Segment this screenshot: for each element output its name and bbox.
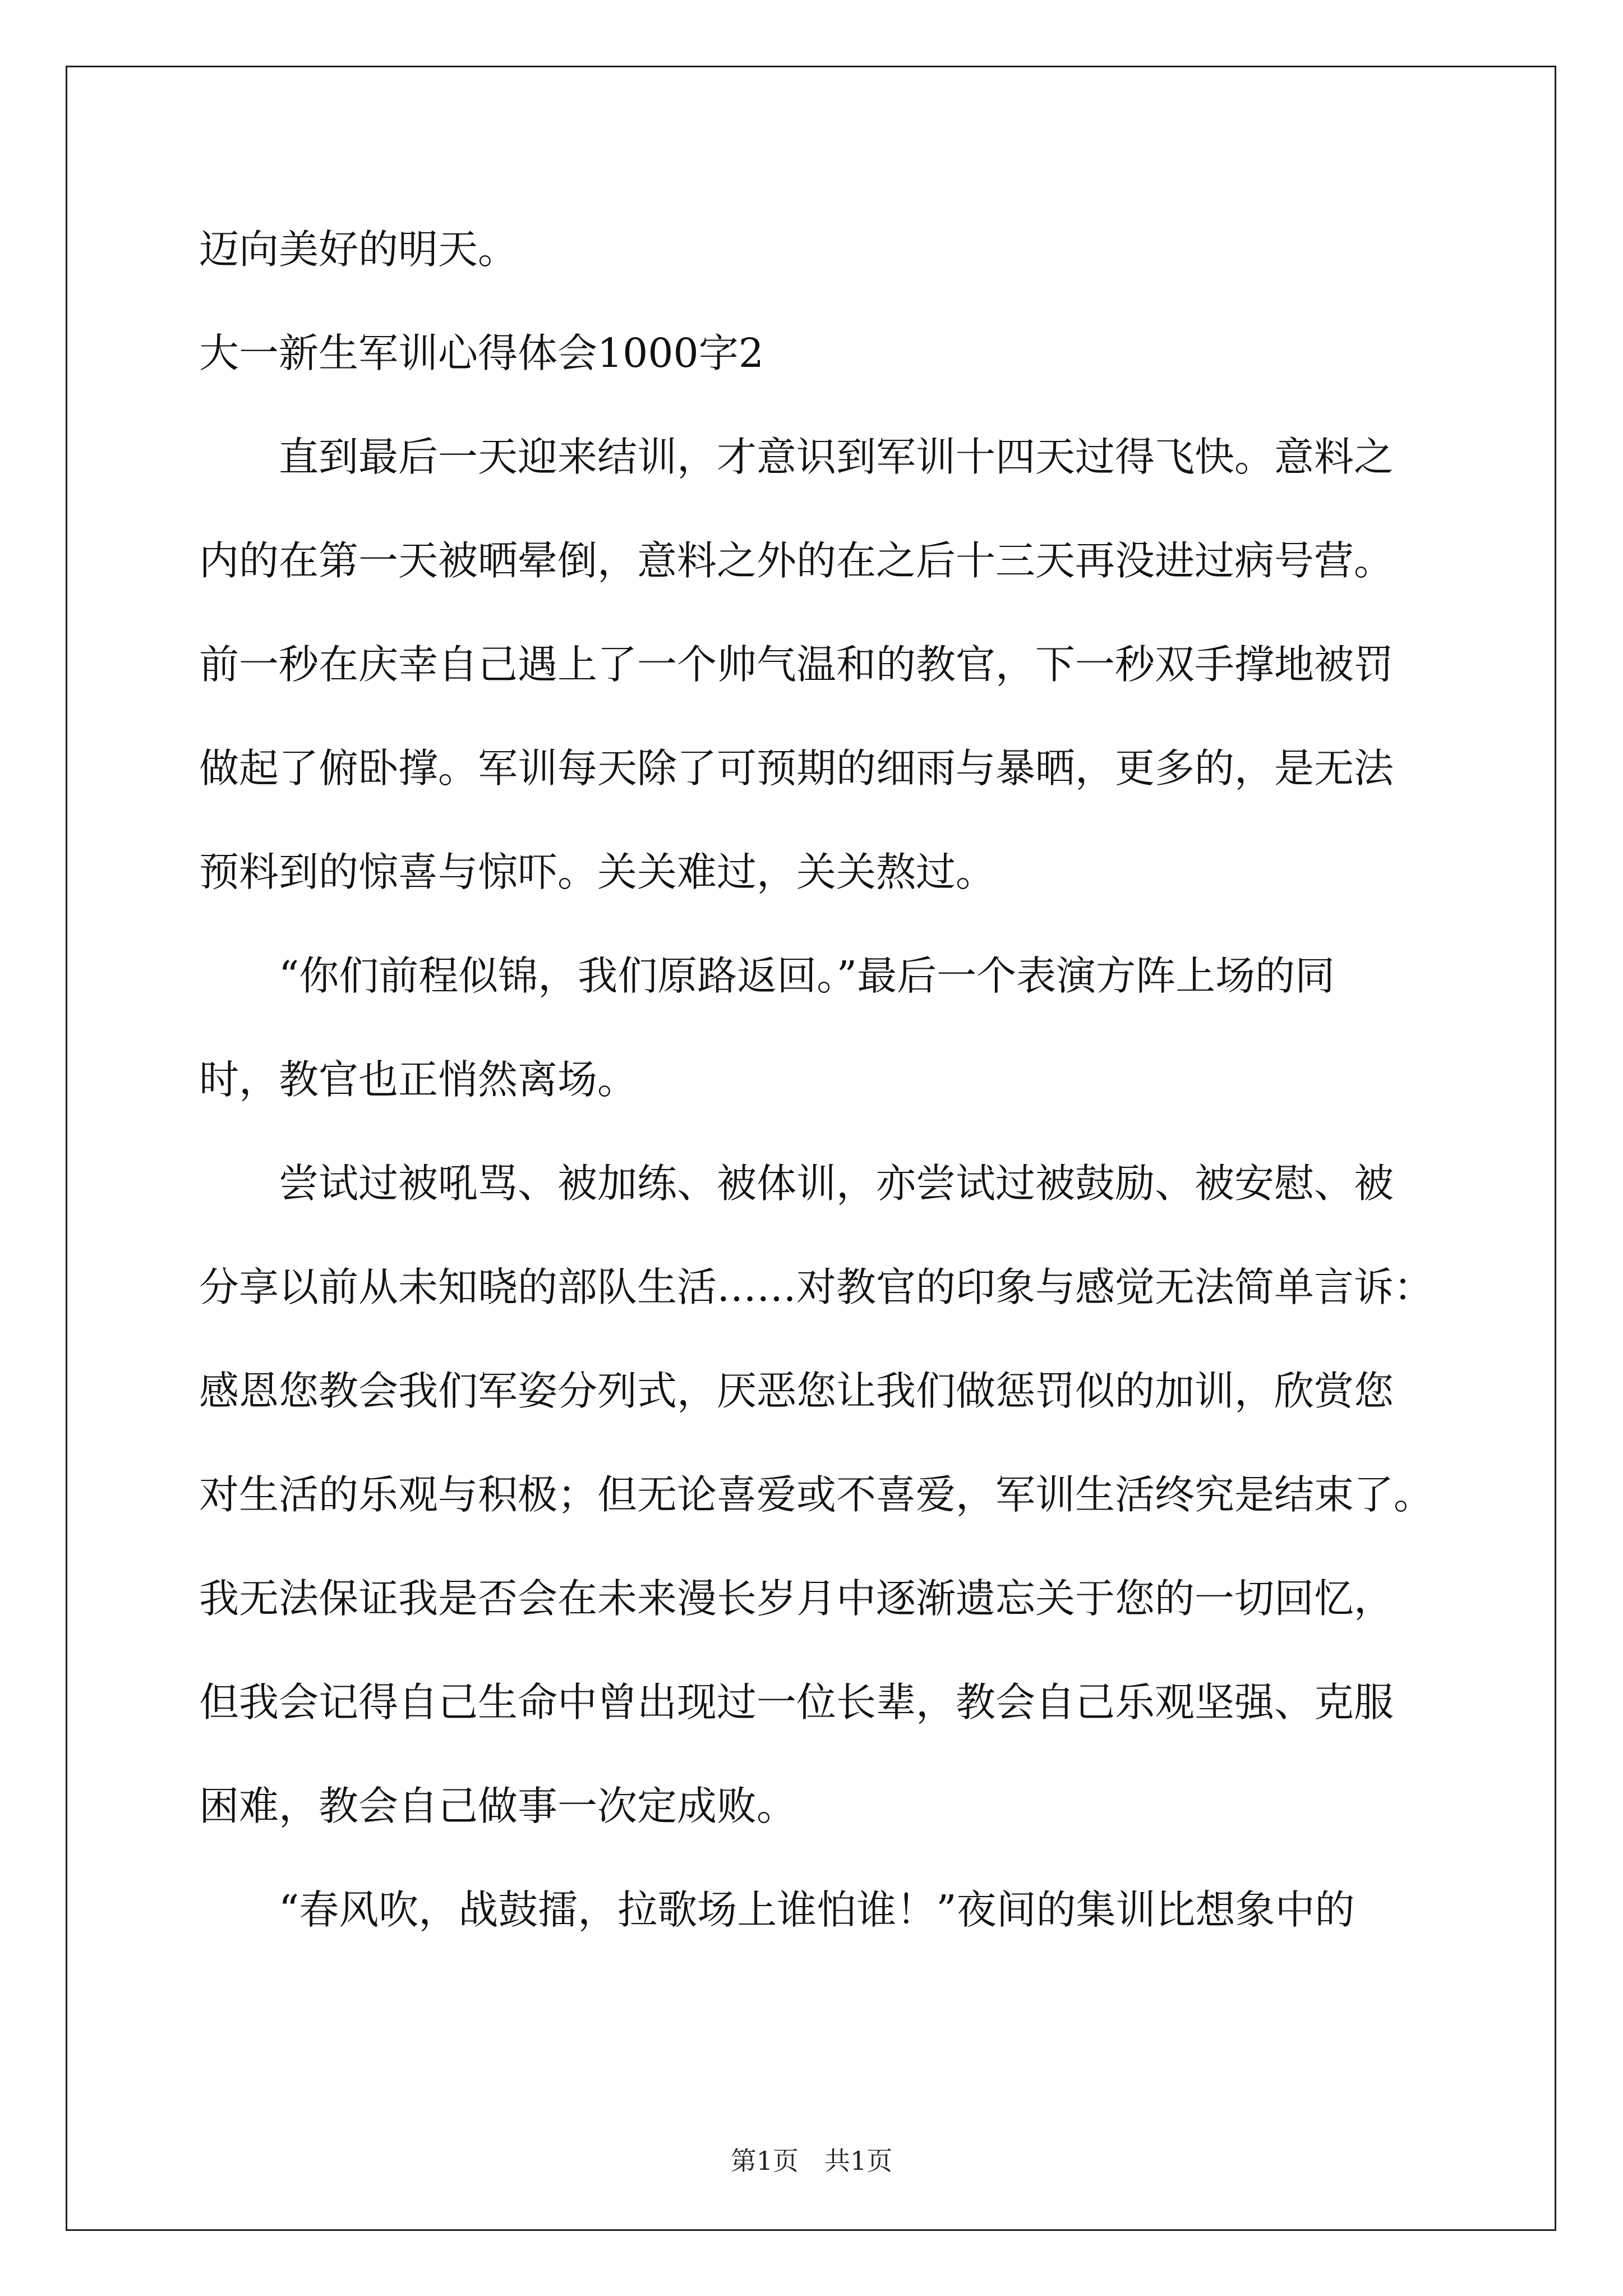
text-line: 做起了俯卧撑。军训每天除了可预期的细雨与暴晒，更多的，是无法: [199, 745, 1394, 792]
text-line: 迈向美好的明天。: [199, 226, 518, 273]
text-line: 感恩您教会我们军姿分列式，厌恶您让我们做惩罚似的加训，欣赏您: [199, 1368, 1394, 1414]
text-line: 但我会记得自己生命中曾出现过一位长辈，教会自己乐观坚强、克服: [199, 1679, 1394, 1726]
text-line: 内的在第一天被晒晕倒，意料之外的在之后十三天再没进过病号营。: [199, 537, 1394, 584]
page-number-footer: 第1页 共1页: [730, 2146, 893, 2176]
section-heading: 大一新生军训心得体会1000字2: [199, 330, 764, 376]
text-line: 尝试过被吼骂、被加练、被体训，亦尝试过被鼓励、被安慰、被: [199, 1160, 1394, 1207]
text-line: 分享以前从未知晓的部队生活……对教官的印象与感觉无法简单言诉：: [199, 1264, 1434, 1310]
text-line: 困难，教会自己做事一次定成败。: [199, 1783, 797, 1829]
text-line: 预料到的惊喜与惊吓。关关难过，关关熬过。: [199, 849, 996, 895]
text-line: 我无法保证我是否会在未来漫长岁月中逐渐遗忘关于您的一切回忆，: [199, 1575, 1394, 1622]
text-line: 对生活的乐观与积极；但无论喜爱或不喜爱，军训生活终究是结束了。: [199, 1471, 1434, 1518]
text-line: “你们前程似锦，我们原路返回。”最后一个表演方阵上场的同: [199, 953, 1335, 999]
text-line: “春风吹，战鼓擂，拉歌场上谁怕谁！”夜间的集训比想象中的: [199, 1887, 1355, 1933]
text-line: 前一秒在庆幸自己遇上了一个帅气温和的教官，下一秒双手撑地被罚: [199, 641, 1394, 688]
text-line: 直到最后一天迎来结训，才意识到军训十四天过得飞快。意料之: [199, 434, 1394, 480]
text-line: 时，教官也正悄然离场。: [199, 1056, 638, 1103]
